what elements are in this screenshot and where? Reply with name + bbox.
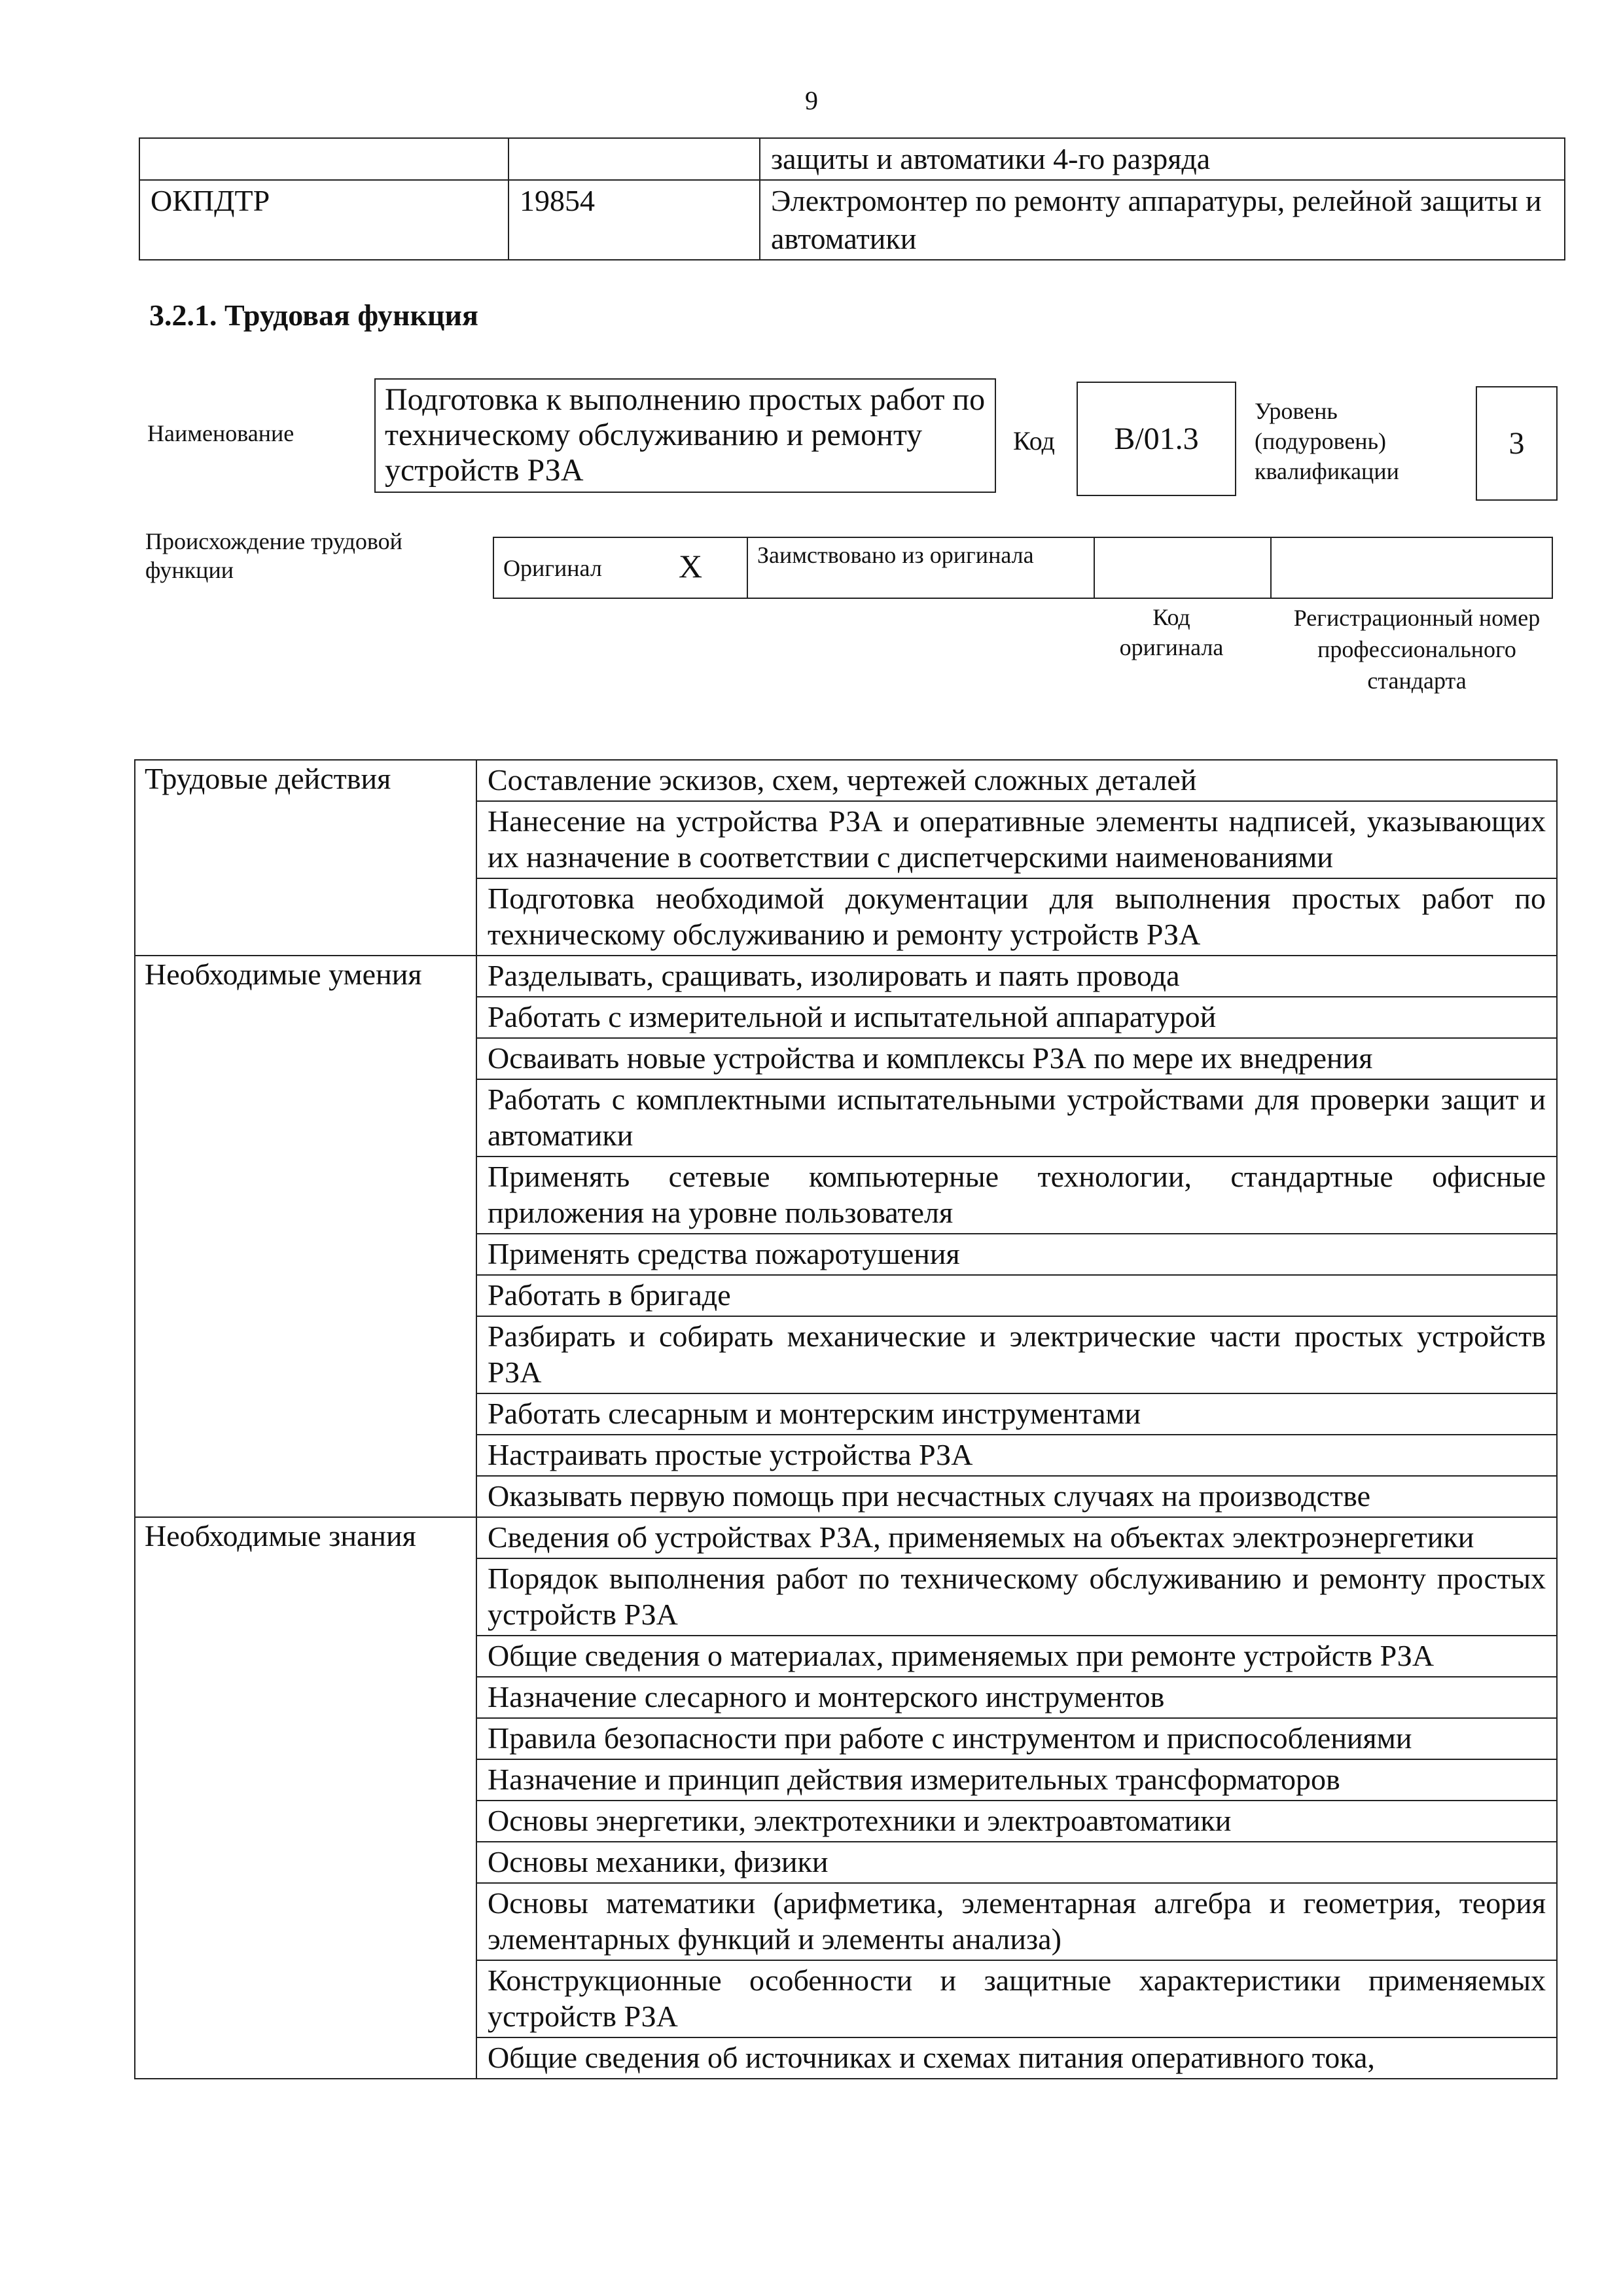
origin-code-cell (1094, 537, 1271, 598)
table-cell: ОКПДТР (139, 180, 508, 260)
original-label: Оригинал (493, 537, 669, 598)
table-row (493, 537, 1552, 598)
function-name-box: Подготовка к выполнению простых работ по техническому обслуживанию и ремонту устройств РЗА (374, 378, 996, 493)
original-mark-text: X (679, 548, 703, 584)
table-row (139, 138, 1565, 180)
table-cell: Работать с комплектными испытательными устройствами для проверки защит и автоматики (476, 1079, 1557, 1157)
name-label: Наименование (147, 420, 294, 446)
table-cell: Оказывать первую помощь при несчастных случаях на производстве (476, 1476, 1557, 1517)
labor-function-table (134, 759, 1558, 2079)
table-cell: Разбирать и собирать механические и электрические части простых устройств РЗА (476, 1316, 1557, 1393)
table-cell: Электромонтер по ремонту аппаратуры, релейной защиты и автоматики (760, 180, 1565, 260)
table-cell: Порядок выполнения работ по техническому обслуживанию и ремонту простых устройств РЗА (476, 1558, 1557, 1636)
level-label: Уровень (подуровень) квалификации (1255, 398, 1399, 484)
table-cell: Работать в бригаде (476, 1275, 1557, 1316)
table-cell: Правила безопасности при работе с инструментом и приспособлениями (476, 1718, 1557, 1759)
table-row (135, 760, 1557, 801)
table-cell: Работать с измерительной и испытательной аппаратурой (476, 997, 1557, 1038)
table-cell: Осваивать новые устройства и комплексы РЗА по мере их внедрения (476, 1038, 1557, 1079)
group-heading: Необходимые знания (135, 1517, 476, 2079)
table-row (135, 956, 1557, 997)
reg-number-label: Регистрационный номер профессионального стандарта (1293, 605, 1541, 694)
code-label: Код (1013, 426, 1055, 456)
table-cell: Применять средства пожаротушения (476, 1234, 1557, 1275)
table-cell: Основы механики, физики (476, 1842, 1557, 1883)
table-cell: Разделывать, сращивать, изолировать и паять провода (476, 956, 1557, 997)
table-cell: Работать слесарным и монтерским инструментами (476, 1393, 1557, 1435)
table-cell (139, 138, 508, 180)
table-cell: Общие сведения о материалах, применяемых при ремонте устройств РЗА (476, 1636, 1557, 1677)
table-cell (508, 138, 760, 180)
origin-table (493, 537, 1553, 599)
group-heading: Трудовые действия (135, 760, 476, 956)
table-cell: Общие сведения об источниках и схемах питания оперативного тока, (476, 2037, 1557, 2079)
borrowed-label: Заимствовано из оригинала (747, 537, 1094, 598)
table-cell: Настраивать простые устройства РЗА (476, 1435, 1557, 1476)
table-row (139, 180, 1565, 260)
table-cell: Составление эскизов, схем, чертежей сложных деталей (476, 760, 1557, 801)
table-cell: Нанесение на устройства РЗА и оперативные элементы надписей, указывающих их назначение в соответствии с диспетчерскими наименованиями (476, 801, 1557, 878)
section-title: 3.2.1. Трудовая функция (149, 298, 478, 332)
table-cell: Основы математики (арифметика, элементарная алгебра и геометрия, теория элементарных функций и элементы анализа) (476, 1883, 1557, 1960)
original-mark (669, 537, 747, 598)
table-cell: Основы энергетики, электротехники и электроавтоматики (476, 1801, 1557, 1842)
function-code-box: B/01.3 (1077, 382, 1236, 496)
table-cell: Применять сетевые компьютерные технологии, стандартные офисные приложения на уровне пользователя (476, 1157, 1557, 1234)
level-box: 3 (1476, 386, 1558, 501)
table-cell: Подготовка необходимой документации для выполнения простых работ по техническому обслуживанию и ремонту устройств РЗА (476, 878, 1557, 956)
page-number: 9 (805, 86, 818, 115)
table-cell: защиты и автоматики 4-го разряда (760, 138, 1565, 180)
code-original-label: Код оригинала (1119, 604, 1224, 660)
table-cell: Сведения об устройствах РЗА, применяемых на объектах электроэнергетики (476, 1517, 1557, 1558)
origin-label: Происхождение трудовой функции (145, 528, 402, 583)
table-cell: 19854 (508, 180, 760, 260)
okpdtr-table (139, 137, 1565, 260)
table-cell: Назначение слесарного и монтерского инструментов (476, 1677, 1557, 1718)
origin-reg-cell (1271, 537, 1552, 598)
table-row (135, 1517, 1557, 1558)
group-heading: Необходимые умения (135, 956, 476, 1517)
table-cell: Конструкционные особенности и защитные характеристики применяемых устройств РЗА (476, 1960, 1557, 2037)
table-cell: Назначение и принцип действия измерительных трансформаторов (476, 1759, 1557, 1801)
